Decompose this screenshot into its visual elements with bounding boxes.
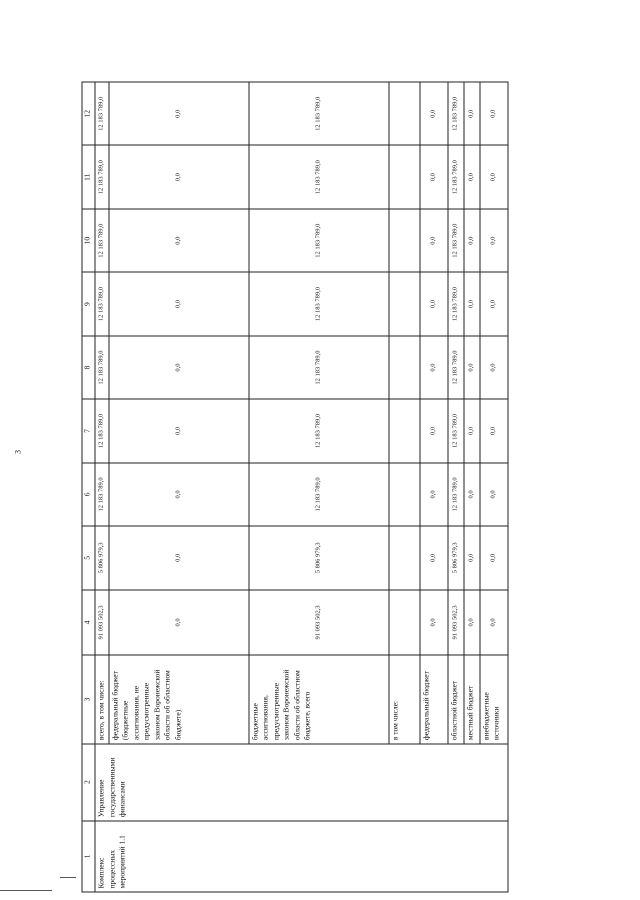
rotated-table-sheet [82, 82, 613, 893]
table-row [95, 82, 109, 892]
value-cell: 12 183 789,0 [95, 209, 109, 272]
row-label: внебюджетные источники [480, 655, 508, 743]
value-cell: 0,0 [109, 145, 249, 208]
value-cell: 0,0 [480, 526, 508, 589]
value-cell [389, 526, 420, 589]
value-cell: 0,0 [109, 399, 249, 462]
value-cell [389, 209, 420, 272]
value-cell: 0,0 [464, 463, 480, 526]
value-cell: 0,0 [464, 399, 480, 462]
complex-name-cell: Комплекс процессных мероприятий 1.1 [95, 821, 508, 892]
value-cell: 0,0 [464, 145, 480, 208]
value-cell: 0,0 [464, 209, 480, 272]
value-cell: 0,0 [420, 526, 448, 589]
value-cell: 0,0 [109, 463, 249, 526]
value-cell: 0,0 [464, 272, 480, 335]
col-number: 1 [82, 821, 95, 892]
col-number: 4 [82, 590, 95, 656]
scan-mark [60, 877, 76, 878]
value-cell [389, 590, 420, 656]
row-label: областной бюджет [448, 655, 464, 743]
value-cell: 12 183 789,0 [448, 336, 464, 399]
value-cell: 12 183 789,0 [448, 145, 464, 208]
row-label: бюджетные ассигнования, предусмотренные законом Воронежской области об областном бюджете, всего [249, 655, 389, 743]
value-cell: 12 183 789,0 [249, 272, 389, 335]
row-label: в том числе: [389, 655, 420, 743]
value-cell: 0,0 [109, 590, 249, 656]
value-cell: 0,0 [109, 526, 249, 589]
value-cell: 12 183 789,0 [249, 145, 389, 208]
value-cell: 12 183 789,0 [249, 463, 389, 526]
value-cell: 0,0 [420, 145, 448, 208]
page-number: 3 [13, 450, 23, 454]
value-cell: 0,0 [480, 209, 508, 272]
value-cell [389, 272, 420, 335]
row-label: местный бюджет [464, 655, 480, 743]
value-cell: 0,0 [420, 336, 448, 399]
value-cell: 12 183 789,0 [249, 336, 389, 399]
value-cell: 12 183 789,0 [95, 399, 109, 462]
col-number: 5 [82, 526, 95, 589]
value-cell [389, 463, 420, 526]
value-cell: 91 093 502,3 [249, 590, 389, 656]
value-cell: 0,0 [480, 399, 508, 462]
value-cell: 0,0 [420, 463, 448, 526]
col-number: 6 [82, 463, 95, 526]
value-cell: 0,0 [480, 463, 508, 526]
value-cell: 12 183 789,0 [448, 82, 464, 145]
value-cell: 12 183 789,0 [95, 272, 109, 335]
row-label: всего, в том числе: [95, 655, 109, 743]
value-cell: 12 183 789,0 [249, 399, 389, 462]
col-number: 2 [82, 744, 95, 821]
value-cell: 0,0 [420, 82, 448, 145]
value-cell: 12 183 789,0 [95, 145, 109, 208]
value-cell: 0,0 [464, 590, 480, 656]
value-cell: 12 183 789,0 [95, 463, 109, 526]
value-cell: 12 183 789,0 [249, 82, 389, 145]
value-cell: 0,0 [109, 336, 249, 399]
value-cell: 91 093 502,3 [448, 590, 464, 656]
value-cell: 12 183 789,0 [448, 209, 464, 272]
value-cell: 0,0 [480, 336, 508, 399]
value-cell: 0,0 [480, 272, 508, 335]
row-label: федеральный бюджет (бюджетные ассигнования, не предусмотренные законом Воронежской области об областном бюджете) [109, 655, 249, 743]
column-number-row [82, 82, 95, 892]
value-cell: 0,0 [464, 526, 480, 589]
value-cell: 0,0 [109, 272, 249, 335]
value-cell: 5 806 979,3 [448, 526, 464, 589]
footer-rule [0, 890, 52, 891]
executor-cell: Управление государственными финансами [95, 744, 508, 821]
value-cell [389, 82, 420, 145]
value-cell: 0,0 [109, 82, 249, 145]
col-number: 3 [82, 655, 95, 743]
col-number: 8 [82, 336, 95, 399]
value-cell: 0,0 [464, 82, 480, 145]
financing-table [82, 82, 509, 893]
value-cell: 12 183 789,0 [448, 463, 464, 526]
row-label: федеральный бюджет [420, 655, 448, 743]
value-cell: 91 093 502,3 [95, 590, 109, 656]
value-cell: 12 183 789,0 [249, 209, 389, 272]
value-cell [389, 399, 420, 462]
value-cell: 0,0 [420, 590, 448, 656]
value-cell [389, 336, 420, 399]
value-cell [389, 145, 420, 208]
col-number: 10 [82, 209, 95, 272]
col-number: 9 [82, 272, 95, 335]
value-cell: 12 183 789,0 [448, 272, 464, 335]
value-cell: 5 806 979,3 [95, 526, 109, 589]
value-cell: 12 183 789,0 [95, 82, 109, 145]
value-cell: 12 183 789,0 [95, 336, 109, 399]
value-cell: 0,0 [109, 209, 249, 272]
value-cell: 0,0 [464, 336, 480, 399]
col-number: 12 [82, 82, 95, 145]
value-cell: 0,0 [420, 399, 448, 462]
value-cell: 0,0 [420, 209, 448, 272]
value-cell: 0,0 [480, 82, 508, 145]
value-cell: 0,0 [480, 145, 508, 208]
col-number: 11 [82, 145, 95, 208]
col-number: 7 [82, 399, 95, 462]
value-cell: 5 806 979,3 [249, 526, 389, 589]
value-cell: 0,0 [420, 272, 448, 335]
value-cell: 12 183 789,0 [448, 399, 464, 462]
value-cell: 0,0 [480, 590, 508, 656]
